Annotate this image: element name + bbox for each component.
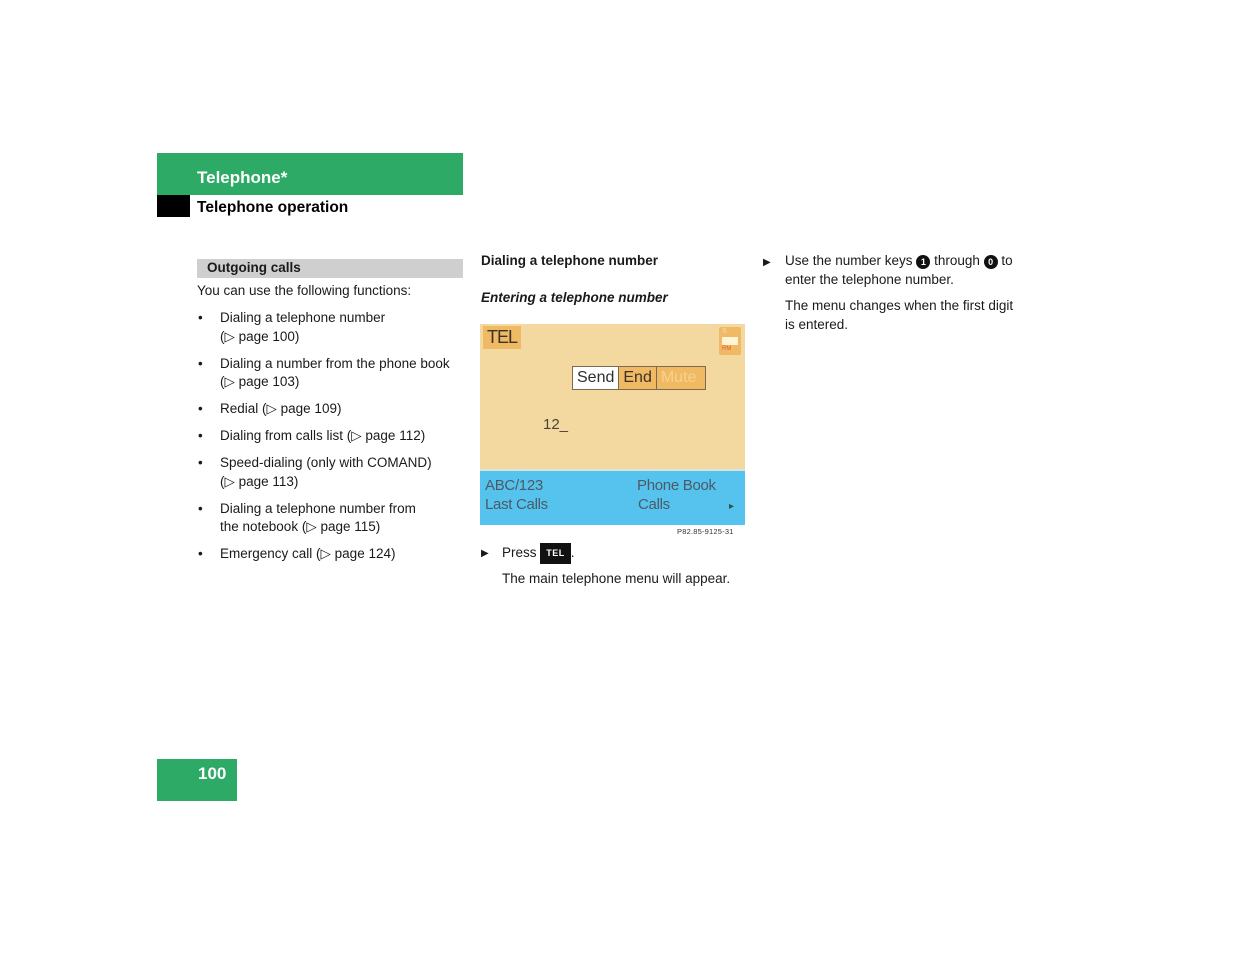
list-item: • Emergency call (▷ page 124) [197,545,467,564]
number-entry: 12_ [543,416,569,433]
entering-subheading: Entering a telephone number [481,290,668,305]
menu-last-calls: Last Calls [485,496,548,513]
softkey-row [572,366,706,390]
list-item: • Dialing a telephone number (▷ page 100) [197,309,467,346]
list-item: • Redial (▷ page 109) [197,400,467,419]
chapter-title: Telephone* [197,168,288,187]
section-title: Telephone operation [197,199,349,216]
menu-phone-book: Phone Book [637,477,716,494]
arrow-right-icon: ▸ [729,501,735,512]
key-0-icon: 0 [984,255,998,269]
send-softkey: Send [573,367,619,389]
tel-tab: TEL [483,326,521,349]
number-keys-step: Use the number keys 1 through 0 to [785,253,1013,268]
step-arrow-icon: ▶ [763,257,771,268]
function-list [197,309,467,572]
dialing-heading: Dialing a telephone number [481,253,659,268]
list-item: • Speed-dialing (only with COMAND) (▷ page 113) [197,454,467,491]
key-1-icon: 1 [916,255,930,269]
tel-key-icon: TEL [540,543,571,564]
intro-text: You can use the following functions: [197,283,412,298]
subsection-title: Outgoing calls [207,260,301,275]
menu-calls: Calls [638,496,670,513]
section-marker [157,195,190,217]
menu-change-note-line2: is entered. [785,317,849,332]
menu-abc123: ABC/123 [485,477,543,494]
press-tel-step: Press TEL . [502,543,575,564]
figure-caption: P82.85-9125-31 [677,527,734,536]
number-keys-step-line2: enter the telephone number. [785,272,954,287]
list-item: • Dialing from calls list (▷ page 112) [197,427,467,446]
step-result: The main telephone menu will appear. [502,571,731,586]
list-item: • Dialing a number from the phone book (▷ page 103) [197,355,467,392]
telephone-screen-illustration [480,324,745,525]
menu-change-note-line1: The menu changes when the first digit [785,298,1014,313]
signal-bars [722,337,738,345]
mute-softkey: Mute [657,367,705,389]
page-number: 100 [198,764,227,783]
signal-icon: S RM [719,327,741,355]
list-item: • Dialing a telephone number from the notebook (▷ page 115) [197,500,467,537]
end-softkey: End [619,367,656,389]
step-arrow-icon: ▶ [481,548,489,559]
